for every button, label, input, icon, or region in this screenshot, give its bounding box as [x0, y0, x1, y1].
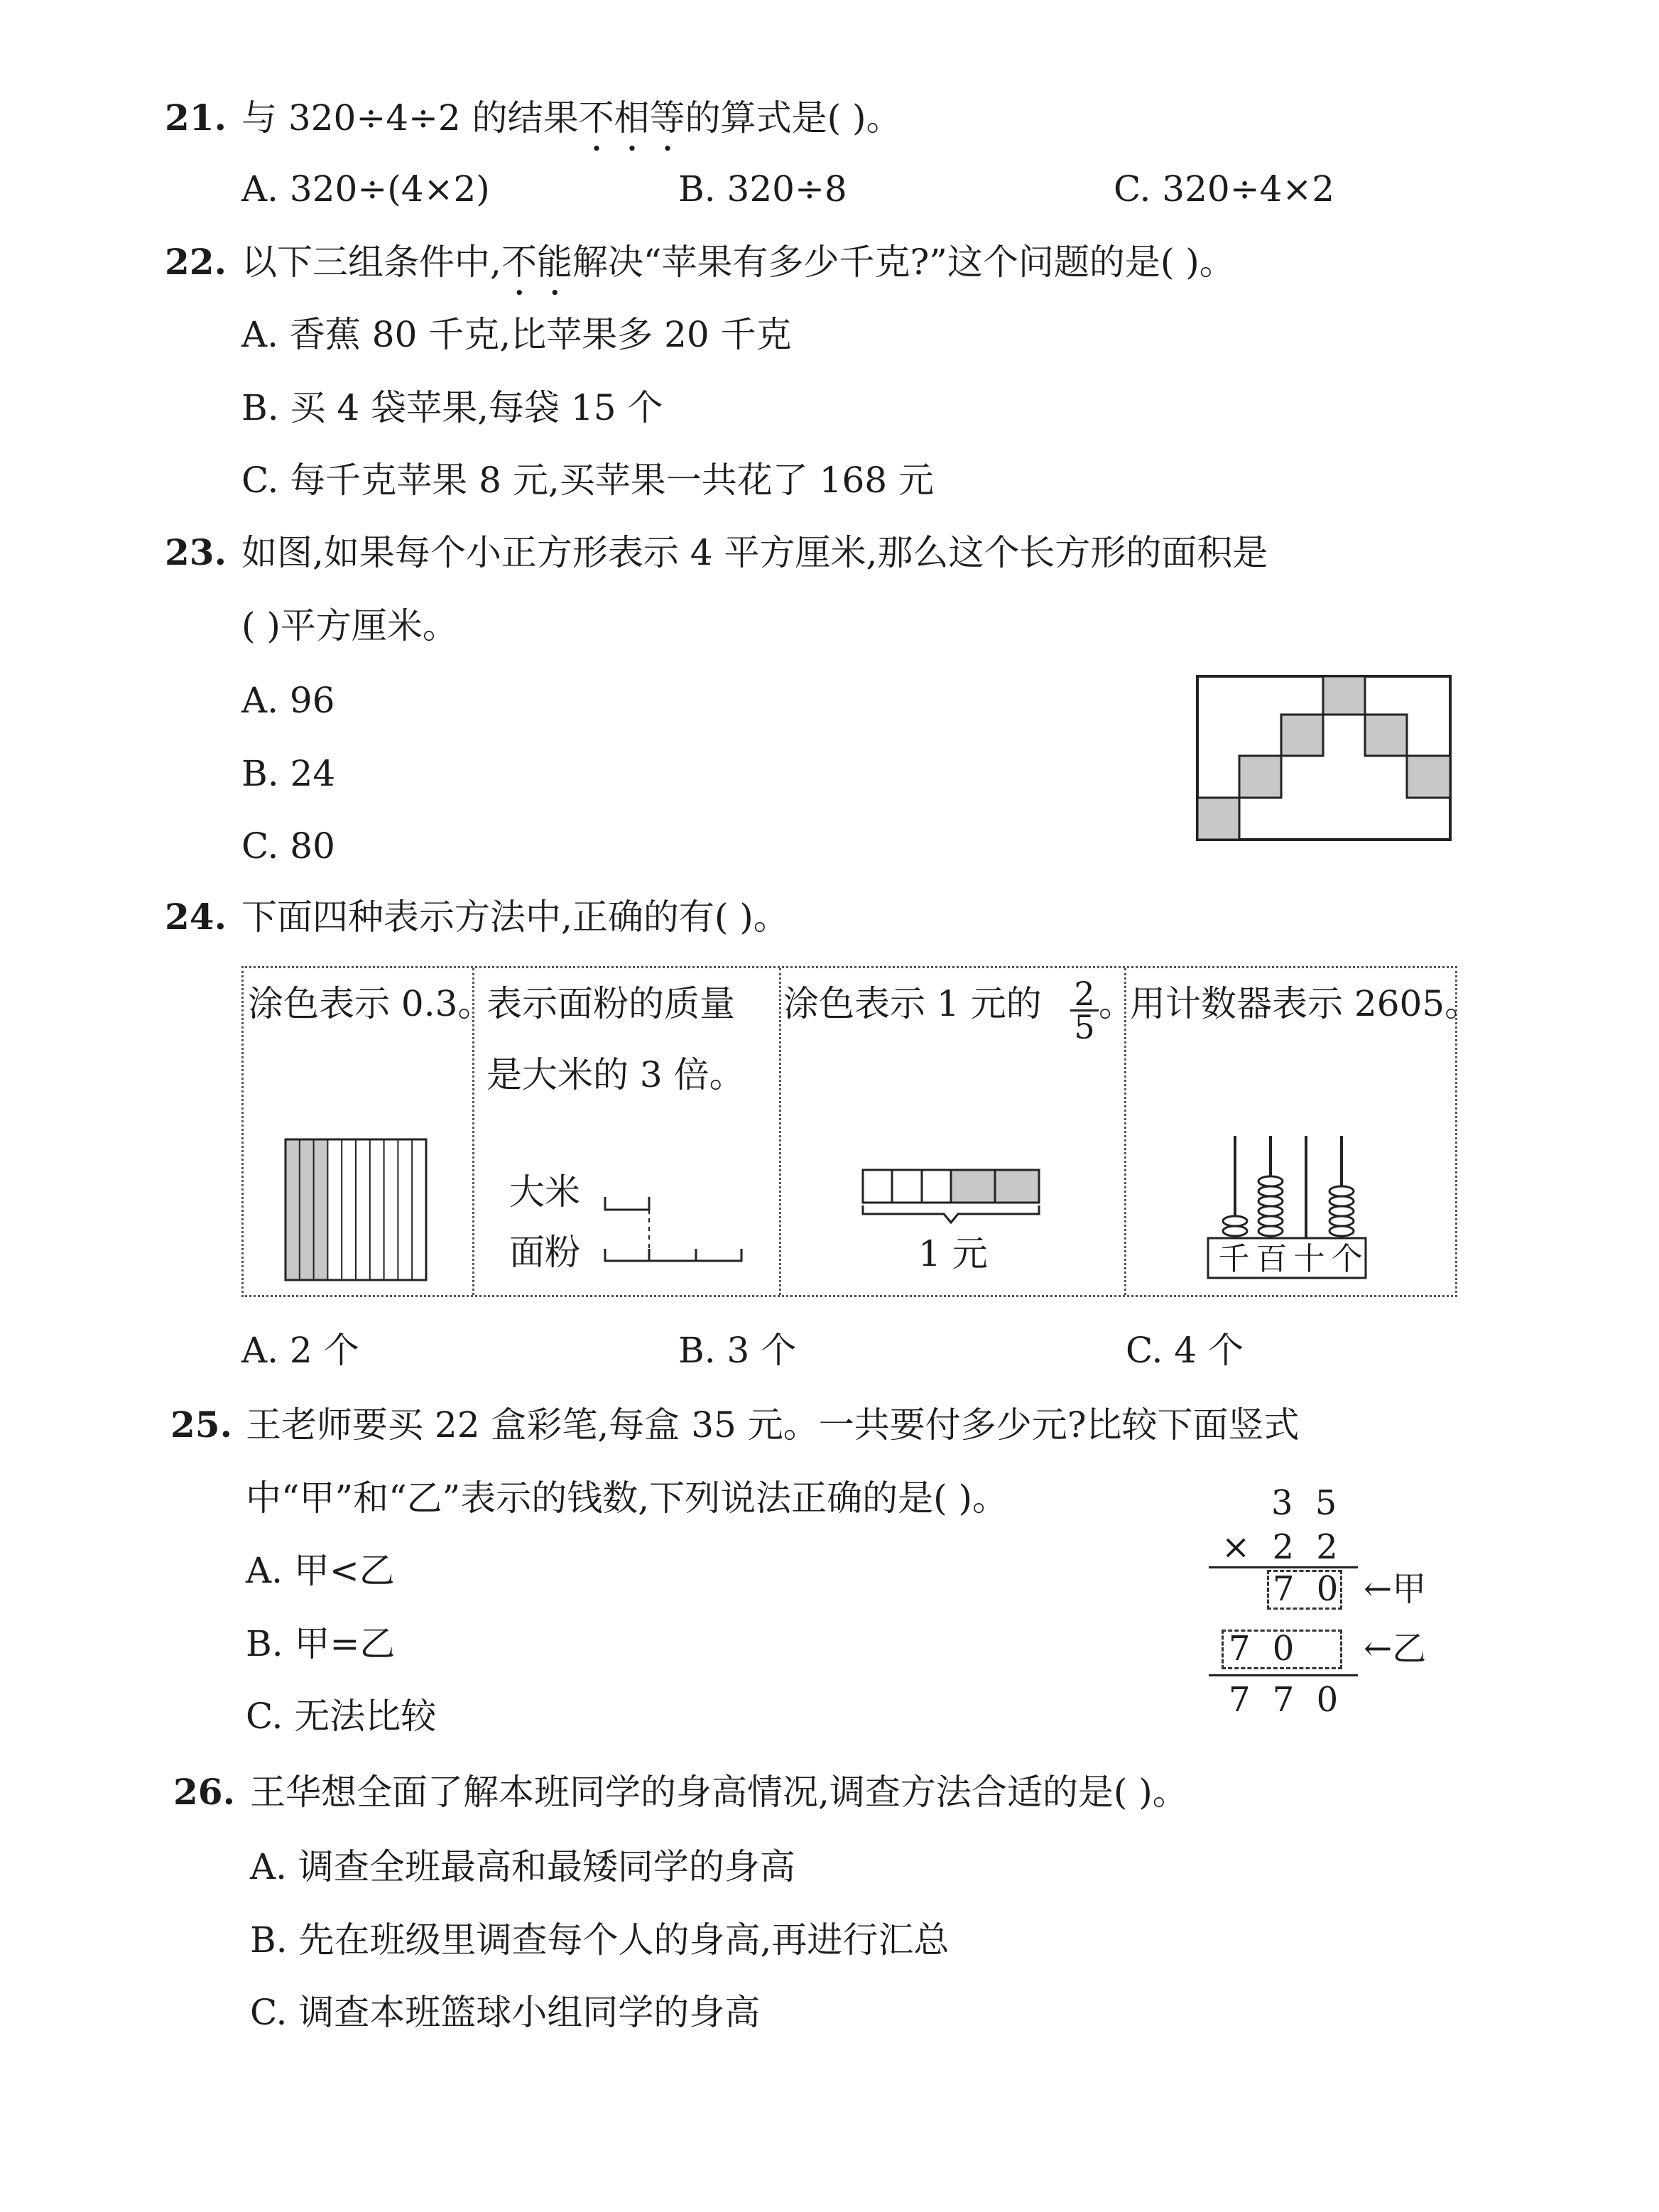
q23-stem-line1: 如图,如果每个小正方形表示 4 平方厘米,那么这个长方形的面积是 — [241, 532, 1268, 573]
q23-option-b[interactable]: B. 24 — [241, 753, 336, 794]
q23-stem-line2: ( )平方厘米。 — [241, 605, 458, 646]
q24-cell1-text: 涂色表示 0.3。 — [248, 983, 494, 1024]
calc-multiplicand: 3 5 — [1271, 1483, 1343, 1523]
q24-cell2-line2: 是大米的 3 倍。 — [486, 1054, 745, 1095]
q26-option-a[interactable]: A. 调查全班最高和最矮同学的身高 — [250, 1846, 795, 1887]
abacus-label-hundreds: 百 — [1256, 1241, 1288, 1277]
q24-option-a[interactable]: A. 2 个 — [241, 1330, 359, 1371]
abacus-bead-ones — [1329, 1216, 1354, 1226]
q24-cell3-text — [783, 968, 1042, 1039]
calc-multiplier: × 2 2 — [1222, 1527, 1344, 1567]
q22-option-c[interactable]: C. 每千克苹果 8 元,买苹果一共花了 168 元 — [241, 460, 934, 501]
q26-option-b[interactable]: B. 先在班级里调查每个人的身高,再进行汇总 — [250, 1919, 950, 1961]
q21-stem — [241, 96, 902, 159]
calc-partial-jia: 7 0 — [1273, 1569, 1344, 1609]
q24-bar-segments-figure — [604, 1181, 767, 1274]
q24-cell3-pre: 涂色表示 1 元的 — [783, 983, 1042, 1024]
q21-stem-emphasis: 不相等 — [578, 97, 685, 139]
abacus-label-tens: 十 — [1293, 1241, 1325, 1277]
q24-money-bar-figure — [861, 1169, 1046, 1225]
q21-option-c[interactable]: C. 320÷4×2 — [1114, 168, 1335, 210]
abacus-bead-ones — [1329, 1226, 1354, 1236]
q25-option-a[interactable]: A. 甲<乙 — [246, 1550, 395, 1591]
abacus-bead-hundreds — [1258, 1186, 1283, 1196]
q24-cell2-line1: 表示面粉的质量 — [486, 983, 735, 1024]
q24-cell-fraction — [779, 968, 1134, 1295]
abacus-bead-hundreds — [1258, 1206, 1283, 1216]
q26-stem: 王华想全面了解本班同学的身高情况,调查方法合适的是( )。 — [250, 1772, 1188, 1813]
q25-stem-line1: 王老师要买 22 盒彩笔,每盒 35 元。一共要付多少元?比较下面竖式 — [246, 1404, 1300, 1446]
q25-number: 25. — [170, 1404, 232, 1446]
q22-stem-emphasis: 不能 — [501, 242, 572, 283]
calc-partial-yi: 7 0 — [1229, 1629, 1300, 1669]
q21-option-a[interactable]: A. 320÷(4×2) — [241, 168, 490, 210]
abacus-bead-hundreds — [1258, 1216, 1283, 1226]
q24-cell-bar-model — [472, 968, 781, 1295]
q24-label-one-yuan: 1 元 — [918, 1233, 988, 1274]
q22-stem — [241, 240, 1235, 303]
q23-number: 23. — [165, 531, 227, 573]
q24-label-rice: 大米 — [509, 1171, 580, 1213]
q26-number: 26. — [173, 1771, 235, 1813]
q24-label-flour: 面粉 — [509, 1232, 580, 1273]
q23-option-a[interactable]: A. 96 — [241, 680, 335, 721]
abacus-bead-ones — [1329, 1196, 1354, 1206]
q21-stem-post: 的算式是( )。 — [685, 97, 902, 139]
q26-option-c[interactable]: C. 调查本班篮球小组同学的身高 — [250, 1992, 761, 2033]
q24-cell-decimal — [244, 968, 494, 1295]
q24-cell-abacus — [1124, 968, 1481, 1295]
q24-cell3-post: 。 — [1099, 983, 1134, 1024]
q24-shaded-square-figure — [285, 1139, 427, 1281]
q22-number: 22. — [165, 241, 227, 283]
q24-fraction-denominator: 5 — [1070, 1009, 1099, 1043]
q25-stem-line2: 中“甲”和“乙”表示的钱数,下列说法正确的是( )。 — [246, 1478, 1008, 1519]
q24-option-c[interactable]: C. 4 个 — [1126, 1330, 1244, 1371]
label-jia: ←甲 — [1364, 1569, 1427, 1609]
abacus-bead-ones — [1329, 1206, 1354, 1216]
q21-option-b[interactable]: B. 320÷8 — [678, 168, 847, 210]
q24-fraction — [1070, 975, 1099, 1046]
q24-cell4-text: 用计数器表示 2605。 — [1130, 983, 1481, 1024]
q24-representation-table — [241, 966, 1481, 1297]
abacus-label-thousands: 千 — [1218, 1241, 1250, 1277]
abacus-bead-ones — [1329, 1186, 1354, 1196]
q24-fraction-numerator: 2 — [1074, 975, 1095, 1013]
calc-result: 7 7 0 — [1229, 1680, 1344, 1720]
q24-abacus-labels — [1215, 1240, 1366, 1279]
abacus-bead-hundreds — [1258, 1226, 1283, 1236]
abacus-label-ones: 个 — [1331, 1241, 1363, 1277]
q22-stem-pre: 以下三组条件中, — [241, 242, 501, 283]
q22-option-a[interactable]: A. 香蕉 80 千克,比苹果多 20 千克 — [241, 314, 792, 355]
q23-option-c[interactable]: C. 80 — [241, 825, 335, 867]
q22-stem-post: 解决“苹果有多少千克?”这个问题的是( )。 — [572, 242, 1235, 283]
q21-number: 21. — [165, 97, 227, 139]
q23-rectangle-grid-figure — [1196, 675, 1452, 842]
q24-number: 24. — [165, 896, 227, 938]
q21-stem-pre: 与 320÷4÷2 的结果 — [241, 97, 579, 139]
calc-line-2 — [1209, 1674, 1358, 1676]
q24-option-b[interactable]: B. 3 个 — [678, 1330, 797, 1371]
q24-stem: 下面四种表示方法中,正确的有( )。 — [241, 896, 789, 938]
q22-option-b[interactable]: B. 买 4 袋苹果,每袋 15 个 — [241, 387, 663, 428]
q25-option-c[interactable]: C. 无法比较 — [246, 1696, 437, 1737]
abacus-bead-hundreds — [1258, 1176, 1283, 1186]
abacus-bead-hundreds — [1258, 1196, 1283, 1206]
abacus-bead-thousands — [1223, 1226, 1247, 1236]
abacus-bead-thousands — [1223, 1216, 1247, 1226]
q25-option-b[interactable]: B. 甲=乙 — [246, 1623, 396, 1664]
label-yi: ←乙 — [1364, 1629, 1427, 1669]
